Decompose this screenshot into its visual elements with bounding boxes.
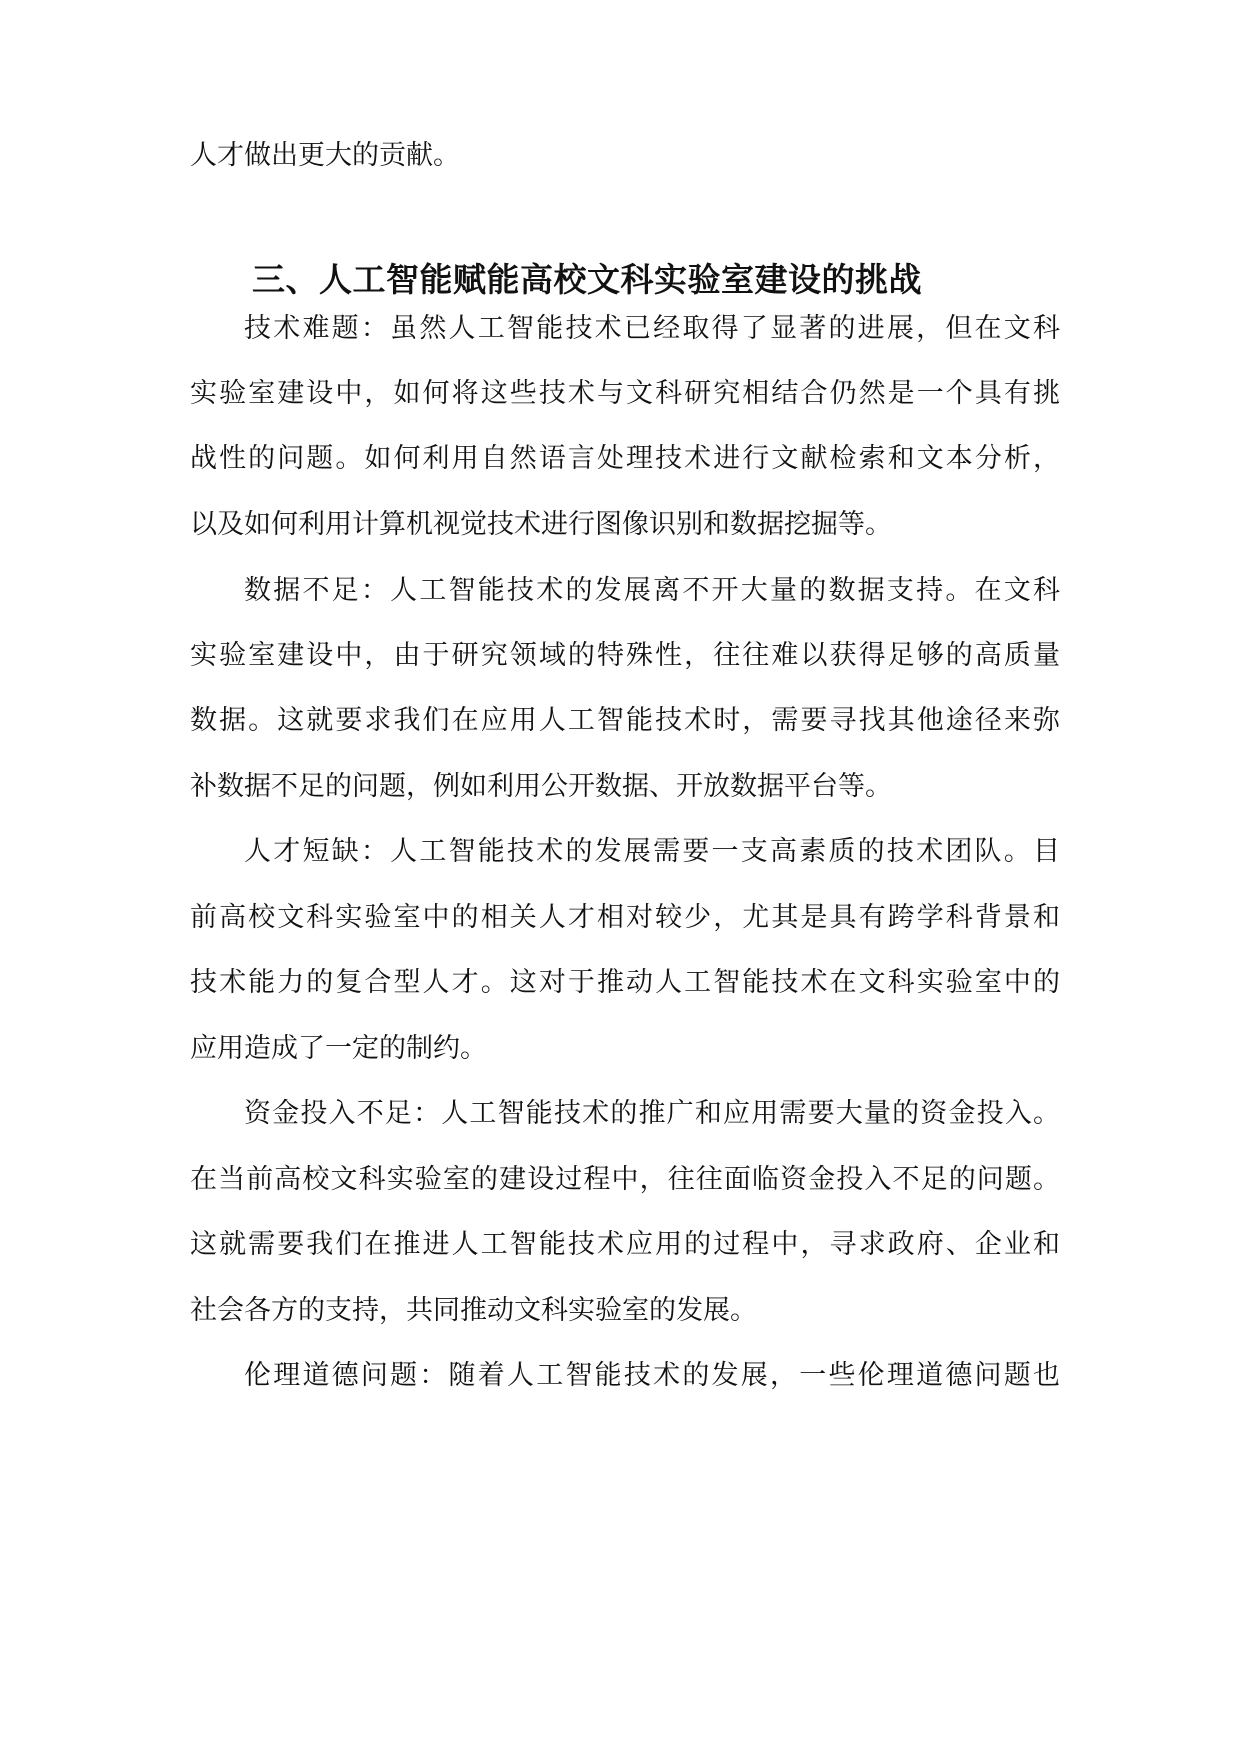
section-heading: 三、人工智能赋能高校文科实验室建设的挑战 [252, 260, 922, 299]
paragraph-line: 数据。这就要求我们在应用人工智能技术时，需要寻找其他途径来弥 [190, 705, 1060, 736]
paragraph-line: 这就需要我们在推进人工智能技术应用的过程中，寻求政府、企业和 [190, 1229, 1060, 1260]
paragraph-line: 数据不足：人工智能技术的发展离不开大量的数据支持。在文科 [244, 575, 1060, 606]
paragraph-line: 在当前高校文科实验室的建设过程中，往往面临资金投入不足的问题。 [190, 1164, 1060, 1195]
paragraph-line: 社会各方的支持，共同推动文科实验室的发展。 [190, 1295, 757, 1326]
paragraph-line: 前高校文科实验室中的相关人才相对较少，尤其是具有跨学科背景和 [190, 902, 1060, 933]
paragraph-line: 实验室建设中，如何将这些技术与文科研究相结合仍然是一个具有挑 [190, 378, 1060, 409]
paragraph-line: 以及如何利用计算机视觉技术进行图像识别和数据挖掘等。 [190, 509, 892, 540]
paragraph-line: 补数据不足的问题，例如利用公开数据、开放数据平台等。 [190, 771, 892, 802]
paragraph-line: 伦理道德问题：随着人工智能技术的发展，一些伦理道德问题也 [244, 1360, 1060, 1391]
paragraph-line: 人才做出更大的贡献。 [190, 140, 460, 171]
paragraph-line: 资金投入不足：人工智能技术的推广和应用需要大量的资金投入。 [244, 1098, 1060, 1129]
paragraph-line: 技术能力的复合型人才。这对于推动人工智能技术在文科实验室中的 [190, 967, 1060, 998]
paragraph-line: 应用造成了一定的制约。 [190, 1033, 487, 1064]
paragraph-line: 战性的问题。如何利用自然语言处理技术进行文献检索和文本分析， [190, 443, 1060, 474]
paragraph-line: 人才短缺：人工智能技术的发展需要一支高素质的技术团队。目 [244, 836, 1060, 867]
paragraph-line: 技术难题：虽然人工智能技术已经取得了显著的进展，但在文科 [244, 313, 1060, 344]
paragraph-line: 实验室建设中，由于研究领域的特殊性，往往难以获得足够的高质量 [190, 640, 1060, 671]
